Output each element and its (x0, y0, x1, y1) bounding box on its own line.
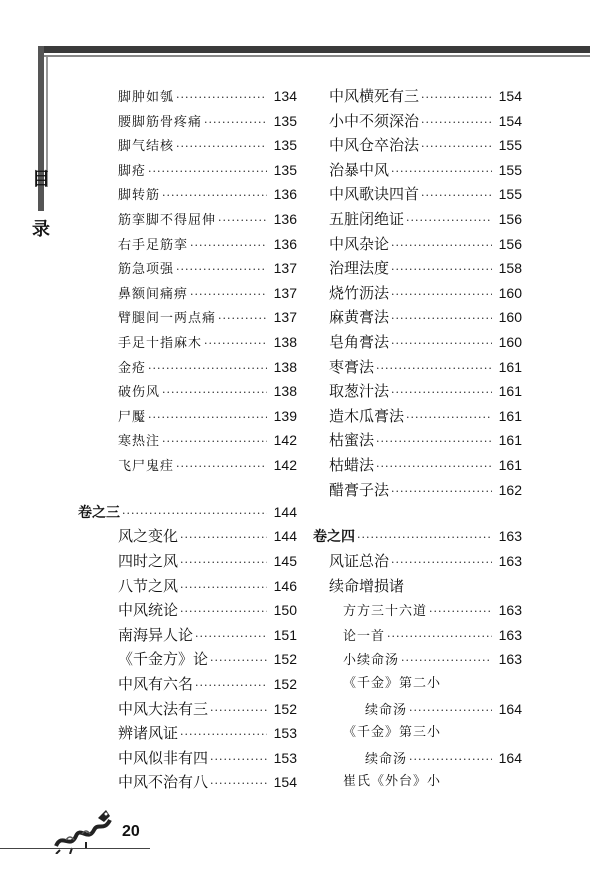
toc-entry-page: 138 (273, 334, 297, 350)
toc-chapter-heading[interactable] (78, 501, 297, 523)
toc-entry-title: 枯蜡法 (329, 456, 375, 474)
toc-leader-dots (174, 87, 267, 109)
toc-entry-title: 筋急项强 (118, 262, 175, 278)
toc-entry-page: 161 (498, 432, 522, 449)
toc-entry-page: 152 (273, 651, 297, 668)
toc-entry[interactable] (365, 698, 522, 720)
toc-entry-title: 论一首 (343, 628, 386, 644)
toc-entry-title: 中风似非有四 (118, 748, 209, 767)
toc-leader-dots (389, 235, 492, 257)
toc-entry-page: 161 (498, 407, 522, 424)
toc-entry-page: 137 (273, 309, 297, 326)
toc-entry[interactable] (118, 282, 297, 304)
toc-entry[interactable] (118, 110, 297, 132)
toc-entry-title: 醋膏子法 (329, 480, 390, 499)
toc-entry-title: 右手足筋挛 (118, 237, 189, 253)
toc-leader-dots (374, 456, 492, 478)
toc-entry[interactable] (118, 331, 297, 353)
toc-leader-dots (160, 185, 267, 207)
toc-entry[interactable] (329, 306, 522, 328)
toc-leader-dots (160, 431, 267, 453)
toc-entry-title: 筋挛脚不得屈伸 (118, 213, 217, 228)
toc-entry-title: 小续命汤 (343, 653, 400, 669)
toc-leader-dots (389, 308, 492, 330)
toc-entry-page: 164 (498, 749, 522, 766)
toc-entry-title: 枯蜜法 (329, 431, 375, 450)
toc-leader-dots (389, 382, 492, 404)
toc-entry[interactable] (329, 159, 522, 181)
toc-entry-title: 崔氏《外台》小 (343, 774, 442, 790)
toc-leader-dots (419, 136, 492, 158)
toc-leader-dots (216, 308, 267, 330)
toc-entry[interactable] (118, 771, 297, 793)
toc-entry-page: 135 (273, 112, 297, 129)
toc-leader-dots (178, 552, 267, 574)
toc-leader-dots (208, 773, 267, 795)
toc-entry[interactable] (329, 429, 522, 451)
toc-leader-dots (389, 259, 492, 281)
toc-entry-page: 137 (273, 284, 297, 301)
toc-entry[interactable] (329, 331, 522, 353)
toc-leader-dots (174, 259, 267, 281)
toc-entry[interactable] (118, 429, 297, 451)
toc-leader-dots (389, 333, 492, 355)
toc-entry[interactable] (118, 85, 297, 107)
toc-entry-page: 136 (273, 235, 297, 252)
toc-entry-title: 八节之风 (118, 576, 179, 595)
toc-entry[interactable] (118, 599, 297, 621)
toc-leader-dots (188, 284, 267, 306)
toc-entry-page: 163 (498, 651, 522, 668)
toc-leader-dots (385, 626, 492, 648)
toc-leader-dots (389, 161, 492, 183)
toc-entry-page: 144 (273, 503, 297, 520)
toc-entry[interactable] (118, 306, 297, 328)
toc-entry-page: 137 (273, 260, 297, 277)
toc-entry-page: 164 (498, 700, 522, 717)
top-border-rule (38, 46, 590, 53)
toc-leader-dots (404, 210, 492, 232)
toc-entry-title: 四时之风 (118, 551, 179, 570)
toc-entry-title: 中风不治有八 (118, 773, 209, 792)
toc-entry-page: 153 (273, 725, 297, 742)
toc-entry-page: 160 (498, 334, 522, 350)
toc-leader-dots (178, 577, 267, 599)
dragon-ornament-icon (52, 802, 116, 854)
toc-entry[interactable] (343, 648, 522, 670)
toc-entry[interactable] (343, 599, 522, 621)
toc-entry[interactable] (329, 183, 522, 205)
toc-entry-page: 152 (273, 675, 297, 692)
toc-entry[interactable] (118, 380, 297, 402)
toc-entry-page: 151 (273, 626, 297, 643)
toc-entry-page: 134 (273, 88, 297, 104)
toc-entry-title: 中风横死有三 (329, 87, 420, 105)
toc-entry-page: 142 (273, 432, 297, 449)
toc-entry-page: 150 (273, 602, 297, 619)
toc-entry[interactable] (118, 159, 297, 181)
toc-entry-title: 寒热注 (118, 434, 161, 450)
toc-leader-dots (404, 407, 492, 429)
toc-entry-title: 腰脚筋骨疼痛 (118, 114, 203, 130)
toc-entry-page: 144 (273, 528, 297, 545)
toc-entry[interactable] (118, 648, 297, 670)
toc-entry-page: 155 (498, 137, 522, 154)
footer-rule (0, 848, 150, 849)
toc-chapter-heading[interactable] (313, 525, 522, 547)
toc-entry-title: 《千金》第二小 (343, 675, 442, 691)
toc-entry-page: 163 (498, 528, 522, 545)
toc-leader-dots (174, 136, 267, 158)
toc-entry-title: 飞尸鬼疰 (118, 459, 175, 474)
toc-entry[interactable] (329, 454, 522, 476)
toc-leader-dots (208, 700, 267, 722)
toc-entry-title: 中风有六名 (118, 674, 194, 693)
toc-leader-dots (146, 358, 267, 380)
toc-entry[interactable] (343, 673, 522, 695)
toc-entry-page: 163 (498, 602, 522, 619)
toc-leader-dots (178, 527, 267, 549)
toc-leader-dots (419, 112, 492, 134)
toc-entry[interactable] (329, 85, 522, 107)
toc-entry-title: 鼻额间痛痹 (118, 286, 189, 302)
toc-entry-page: 145 (273, 552, 297, 569)
toc-entry-title: 《千金方》论 (118, 650, 209, 669)
toc-leader-dots (193, 675, 267, 697)
toc-leader-dots (178, 601, 267, 623)
toc-entry[interactable] (118, 673, 297, 695)
toc-entry[interactable] (329, 356, 522, 378)
toc-leader-dots (160, 382, 267, 404)
toc-entry-title: 麻黄膏法 (329, 308, 390, 327)
toc-entry-page: 158 (498, 260, 522, 277)
toc-entry-title: 五脏闭绝证 (329, 210, 405, 228)
toc-entry-page: 153 (273, 749, 297, 766)
toc-entry[interactable] (329, 134, 522, 156)
toc-leader-dots (174, 456, 267, 478)
toc-entry[interactable] (329, 257, 522, 279)
toc-entry[interactable] (118, 550, 297, 572)
toc-entry-page: 156 (498, 235, 522, 252)
toc-entry[interactable] (329, 208, 522, 230)
side-label-lu: 录 (32, 219, 50, 240)
toc-entry-title: 续命汤 (365, 702, 408, 718)
toc-leader-dots (399, 650, 492, 672)
toc-entry-page: 154 (498, 88, 522, 104)
toc-entry-title: 中风歌诀四首 (329, 185, 420, 204)
toc-entry-title: 脚转筋 (118, 188, 161, 204)
toc-entry-title: 南海异人论 (118, 625, 194, 644)
toc-entry-page: 136 (273, 186, 297, 203)
toc-entry-page: 155 (498, 186, 522, 203)
toc-entry-title: 续命汤 (365, 751, 408, 767)
toc-leader-dots (374, 431, 492, 453)
toc-leader-dots (216, 210, 267, 232)
toc-entry-title: 烧竹沥法 (329, 283, 390, 302)
toc-entry-page: 161 (498, 383, 522, 400)
toc-entry-title: 卷之四 (313, 529, 355, 546)
toc-entry[interactable] (365, 747, 522, 769)
toc-entry-page: 161 (498, 457, 522, 473)
toc-entry[interactable] (343, 624, 522, 646)
toc-leader-dots (389, 552, 492, 574)
toc-entry-page: 155 (498, 161, 522, 178)
toc-entry-page: 163 (498, 552, 522, 569)
toc-leader-dots (202, 112, 267, 134)
toc-entry-page: 160 (498, 284, 522, 301)
toc-leader-dots (208, 749, 267, 771)
toc-entry-title: 续命增损诸 (329, 576, 405, 595)
toc-entry-page: 162 (498, 481, 522, 498)
toc-entry-title: 手足十指麻木 (118, 336, 203, 351)
toc-entry[interactable] (118, 257, 297, 279)
toc-leader-dots (178, 724, 267, 746)
toc-entry-page: 152 (273, 700, 297, 717)
toc-entry-page: 142 (273, 457, 297, 473)
toc-entry-title: 尸魘 (118, 409, 147, 425)
toc-entry-title: 中风统论 (118, 601, 179, 620)
toc-entry-title: 治暴中风 (329, 160, 390, 179)
toc-entry[interactable] (329, 233, 522, 255)
top-border-inner-rule (38, 55, 590, 57)
toc-entry[interactable] (329, 110, 522, 132)
toc-entry-title: 辨诸风证 (118, 724, 179, 743)
toc-leader-dots (355, 527, 492, 549)
toc-entry-page: 136 (273, 211, 297, 227)
toc-leader-dots (374, 358, 492, 380)
toc-entry-title: 脚肿如瓠 (118, 90, 175, 105)
page-number: 20 (122, 823, 140, 840)
toc-leader-dots (419, 185, 492, 207)
toc-entry-title: 造木瓜膏法 (329, 406, 405, 425)
toc-entry[interactable] (329, 405, 522, 427)
toc-entry[interactable] (118, 454, 297, 476)
toc-entry-title: 中风大法有三 (118, 699, 209, 718)
toc-entry[interactable] (118, 698, 297, 720)
toc-entry-page: 135 (273, 161, 297, 178)
toc-leader-dots (146, 161, 267, 183)
toc-entry-page: 138 (273, 358, 297, 375)
toc-leader-dots (427, 601, 492, 623)
toc-entry-page: 135 (273, 137, 297, 154)
toc-entry-title: 金疮 (118, 360, 147, 376)
toc-entry[interactable] (329, 479, 522, 501)
toc-entry-title: 破伤风 (118, 385, 161, 401)
toc-leader-dots (146, 407, 267, 429)
toc-entry[interactable] (118, 183, 297, 205)
toc-leader-dots (389, 284, 492, 306)
toc-entry-page: 161 (498, 358, 522, 375)
toc-entry-title: 中风仓卒治法 (329, 136, 420, 155)
toc-entry-page: 156 (498, 211, 522, 227)
toc-leader-dots (407, 700, 492, 722)
toc-entry-title: 皂角膏法 (329, 333, 390, 351)
toc-entry[interactable] (118, 208, 297, 230)
toc-entry[interactable] (118, 233, 297, 255)
toc-entry[interactable] (329, 380, 522, 402)
toc-leader-dots (188, 235, 267, 257)
toc-entry[interactable] (118, 722, 297, 744)
toc-entry[interactable] (343, 722, 522, 744)
toc-entry-title: 脚疮 (118, 163, 147, 179)
toc-entry[interactable] (118, 747, 297, 769)
toc-entry[interactable] (118, 575, 297, 597)
toc-entry-page: 146 (273, 577, 297, 594)
toc-entry-title: 臂腿间一两点痛 (118, 311, 217, 327)
toc-entry[interactable] (329, 550, 522, 572)
toc-entry-title: 《千金》第三小 (343, 725, 442, 741)
toc-entry-page: 160 (498, 309, 522, 326)
toc-entry-title: 风证总治 (329, 551, 390, 570)
toc-entry-page: 154 (498, 112, 522, 129)
toc-entry-title: 中风杂论 (329, 234, 390, 253)
toc-entry-title: 小中不须深治 (329, 111, 420, 130)
toc-leader-dots (407, 749, 492, 771)
toc-leader-dots (120, 503, 267, 525)
toc-leader-dots (193, 626, 267, 648)
toc-entry[interactable] (118, 356, 297, 378)
toc-entry[interactable] (343, 771, 522, 793)
toc-entry-page: 154 (273, 774, 297, 791)
toc-entry-page: 139 (273, 407, 297, 424)
toc-entry-title: 方方三十六道 (343, 604, 428, 620)
toc-leader-dots (202, 333, 267, 355)
toc-leader-dots (208, 650, 267, 672)
toc-entry[interactable] (118, 624, 297, 646)
toc-entry-page: 138 (273, 383, 297, 400)
toc-entry-title: 取葱汁法 (329, 382, 390, 401)
toc-entry-title: 脚气结核 (118, 139, 175, 155)
toc-entry[interactable] (329, 575, 522, 597)
toc-entry-page: 163 (498, 626, 522, 643)
toc-leader-dots (389, 481, 492, 503)
side-label-mu: 目 (32, 169, 50, 190)
toc-entry-title: 卷之三 (78, 504, 120, 521)
toc-entry-title: 风之变化 (118, 527, 179, 546)
toc-entry-title: 枣膏法 (329, 357, 375, 376)
toc-entry[interactable] (329, 282, 522, 304)
toc-entry[interactable] (118, 525, 297, 547)
toc-entry-title: 治理法度 (329, 259, 390, 278)
toc-entry[interactable] (118, 405, 297, 427)
toc-entry[interactable] (118, 134, 297, 156)
toc-leader-dots (419, 87, 492, 109)
